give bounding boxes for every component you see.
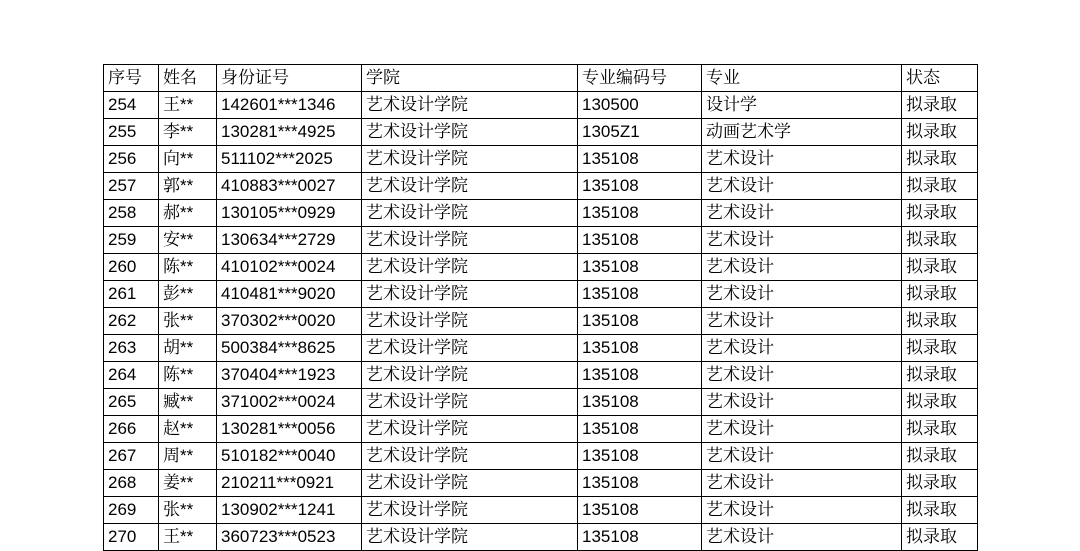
cell-status: 拟录取 <box>902 254 978 281</box>
cell-school: 艺术设计学院 <box>362 308 578 335</box>
cell-major: 艺术设计 <box>702 362 902 389</box>
cell-seq: 259 <box>104 227 159 254</box>
cell-status: 拟录取 <box>902 443 978 470</box>
cell-status: 拟录取 <box>902 146 978 173</box>
column-header-school: 学院 <box>362 65 578 92</box>
cell-seq: 270 <box>104 524 159 551</box>
cell-seq: 265 <box>104 389 159 416</box>
admission-roster-table <box>103 64 978 551</box>
table-row <box>104 173 978 200</box>
cell-status: 拟录取 <box>902 470 978 497</box>
cell-major-code: 135108 <box>578 146 702 173</box>
cell-status: 拟录取 <box>902 281 978 308</box>
cell-name: 张** <box>159 308 217 335</box>
cell-name: 王** <box>159 92 217 119</box>
cell-major-code: 135108 <box>578 524 702 551</box>
cell-name: 赵** <box>159 416 217 443</box>
cell-id: 130281***4925 <box>217 119 362 146</box>
cell-major-code: 135108 <box>578 389 702 416</box>
cell-major-code: 1305Z1 <box>578 119 702 146</box>
cell-major-code: 130500 <box>578 92 702 119</box>
cell-major: 艺术设计 <box>702 254 902 281</box>
cell-seq: 268 <box>104 470 159 497</box>
cell-school: 艺术设计学院 <box>362 200 578 227</box>
cell-name: 郭** <box>159 173 217 200</box>
cell-seq: 260 <box>104 254 159 281</box>
cell-seq: 264 <box>104 362 159 389</box>
cell-id: 500384***8625 <box>217 335 362 362</box>
column-header-major-code: 专业编码号 <box>578 65 702 92</box>
cell-seq: 269 <box>104 497 159 524</box>
cell-status: 拟录取 <box>902 335 978 362</box>
cell-major-code: 135108 <box>578 497 702 524</box>
cell-name: 向** <box>159 146 217 173</box>
cell-id: 210211***0921 <box>217 470 362 497</box>
cell-id: 410481***9020 <box>217 281 362 308</box>
cell-school: 艺术设计学院 <box>362 416 578 443</box>
table-body <box>104 65 978 551</box>
table-row <box>104 92 978 119</box>
cell-seq: 262 <box>104 308 159 335</box>
cell-major: 艺术设计 <box>702 497 902 524</box>
cell-major-code: 135108 <box>578 470 702 497</box>
cell-school: 艺术设计学院 <box>362 227 578 254</box>
column-header-status: 状态 <box>902 65 978 92</box>
cell-school: 艺术设计学院 <box>362 92 578 119</box>
cell-seq: 263 <box>104 335 159 362</box>
cell-school: 艺术设计学院 <box>362 497 578 524</box>
cell-major-code: 135108 <box>578 335 702 362</box>
cell-major: 艺术设计 <box>702 227 902 254</box>
cell-major: 艺术设计 <box>702 335 902 362</box>
cell-major: 艺术设计 <box>702 146 902 173</box>
cell-status: 拟录取 <box>902 200 978 227</box>
cell-major: 艺术设计 <box>702 416 902 443</box>
cell-school: 艺术设计学院 <box>362 335 578 362</box>
cell-seq: 258 <box>104 200 159 227</box>
cell-name: 陈** <box>159 254 217 281</box>
table-header-row <box>104 65 978 92</box>
cell-name: 周** <box>159 443 217 470</box>
cell-id: 410883***0027 <box>217 173 362 200</box>
cell-name: 胡** <box>159 335 217 362</box>
cell-school: 艺术设计学院 <box>362 524 578 551</box>
table-row <box>104 200 978 227</box>
cell-major-code: 135108 <box>578 362 702 389</box>
cell-seq: 257 <box>104 173 159 200</box>
admission-roster-table-wrap <box>103 64 977 551</box>
table-row <box>104 362 978 389</box>
cell-school: 艺术设计学院 <box>362 443 578 470</box>
cell-major-code: 135108 <box>578 200 702 227</box>
cell-major: 艺术设计 <box>702 470 902 497</box>
cell-school: 艺术设计学院 <box>362 254 578 281</box>
column-header-major: 专业 <box>702 65 902 92</box>
table-row <box>104 389 978 416</box>
cell-name: 郝** <box>159 200 217 227</box>
cell-name: 彭** <box>159 281 217 308</box>
cell-school: 艺术设计学院 <box>362 389 578 416</box>
cell-major-code: 135108 <box>578 443 702 470</box>
cell-name: 王** <box>159 524 217 551</box>
table-row <box>104 254 978 281</box>
table-row <box>104 146 978 173</box>
cell-major-code: 135108 <box>578 227 702 254</box>
cell-seq: 255 <box>104 119 159 146</box>
cell-status: 拟录取 <box>902 227 978 254</box>
cell-seq: 254 <box>104 92 159 119</box>
cell-name: 张** <box>159 497 217 524</box>
cell-name: 李** <box>159 119 217 146</box>
table-row <box>104 227 978 254</box>
table-row <box>104 335 978 362</box>
cell-seq: 256 <box>104 146 159 173</box>
cell-major: 艺术设计 <box>702 389 902 416</box>
cell-major: 艺术设计 <box>702 281 902 308</box>
cell-major: 艺术设计 <box>702 173 902 200</box>
cell-id: 370302***0020 <box>217 308 362 335</box>
table-row <box>104 443 978 470</box>
cell-school: 艺术设计学院 <box>362 173 578 200</box>
cell-major: 动画艺术学 <box>702 119 902 146</box>
cell-name: 安** <box>159 227 217 254</box>
cell-major-code: 135108 <box>578 254 702 281</box>
table-row <box>104 470 978 497</box>
cell-status: 拟录取 <box>902 173 978 200</box>
cell-status: 拟录取 <box>902 119 978 146</box>
cell-school: 艺术设计学院 <box>362 362 578 389</box>
cell-id: 130281***0056 <box>217 416 362 443</box>
cell-id: 370404***1923 <box>217 362 362 389</box>
cell-seq: 261 <box>104 281 159 308</box>
cell-id: 410102***0024 <box>217 254 362 281</box>
cell-name: 陈** <box>159 362 217 389</box>
cell-id: 371002***0024 <box>217 389 362 416</box>
cell-school: 艺术设计学院 <box>362 281 578 308</box>
cell-id: 130634***2729 <box>217 227 362 254</box>
table-row <box>104 416 978 443</box>
cell-major-code: 135108 <box>578 281 702 308</box>
table-row <box>104 497 978 524</box>
cell-seq: 267 <box>104 443 159 470</box>
cell-major-code: 135108 <box>578 173 702 200</box>
cell-id: 510182***0040 <box>217 443 362 470</box>
cell-status: 拟录取 <box>902 416 978 443</box>
cell-id: 360723***0523 <box>217 524 362 551</box>
cell-name: 臧** <box>159 389 217 416</box>
column-header-name: 姓名 <box>159 65 217 92</box>
cell-id: 511102***2025 <box>217 146 362 173</box>
cell-id: 130902***1241 <box>217 497 362 524</box>
cell-status: 拟录取 <box>902 497 978 524</box>
table-row <box>104 281 978 308</box>
table-row <box>104 524 978 551</box>
cell-status: 拟录取 <box>902 389 978 416</box>
cell-id: 130105***0929 <box>217 200 362 227</box>
cell-id: 142601***1346 <box>217 92 362 119</box>
cell-major: 艺术设计 <box>702 524 902 551</box>
cell-school: 艺术设计学院 <box>362 470 578 497</box>
cell-school: 艺术设计学院 <box>362 146 578 173</box>
cell-major: 设计学 <box>702 92 902 119</box>
cell-major: 艺术设计 <box>702 443 902 470</box>
cell-status: 拟录取 <box>902 308 978 335</box>
cell-status: 拟录取 <box>902 524 978 551</box>
cell-school: 艺术设计学院 <box>362 119 578 146</box>
cell-major-code: 135108 <box>578 308 702 335</box>
table-row <box>104 119 978 146</box>
cell-status: 拟录取 <box>902 362 978 389</box>
column-header-id: 身份证号 <box>217 65 362 92</box>
cell-status: 拟录取 <box>902 92 978 119</box>
cell-seq: 266 <box>104 416 159 443</box>
cell-major-code: 135108 <box>578 416 702 443</box>
column-header-seq: 序号 <box>104 65 159 92</box>
cell-major: 艺术设计 <box>702 308 902 335</box>
table-row <box>104 308 978 335</box>
cell-name: 姜** <box>159 470 217 497</box>
cell-major: 艺术设计 <box>702 200 902 227</box>
